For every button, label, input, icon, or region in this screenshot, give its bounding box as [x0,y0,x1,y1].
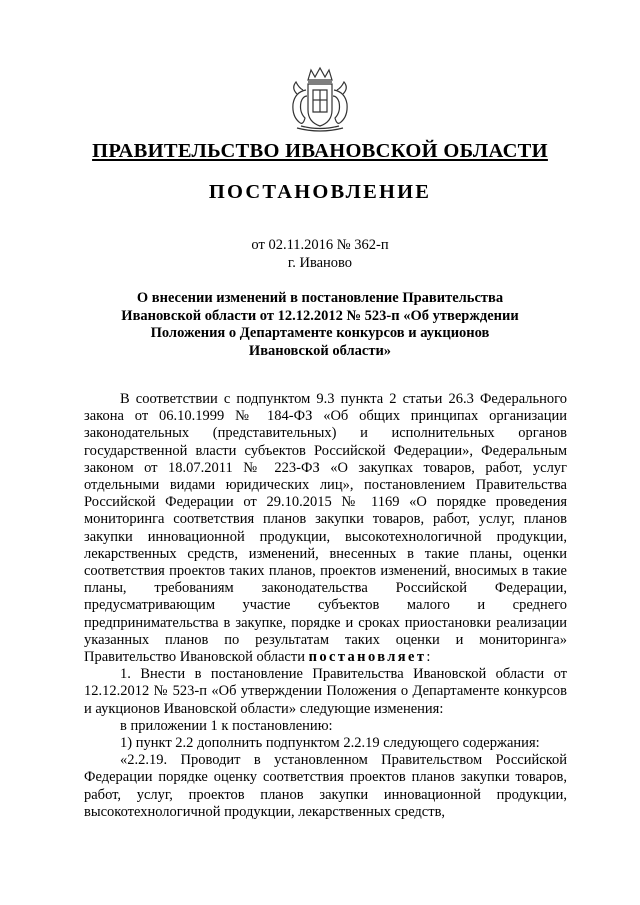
subject-line: Положения о Департаменте конкурсов и аукционов [150,325,490,341]
item-1-paragraph: 1. Внести в постановление Правительства Ивановской области от 12.12.2012 № 523-п «Об утверждении Положения о Департаменте конкурсов и аукционов Ивановской области» следующие изменения: [84,666,567,717]
document-type: ПОСТАНОВЛЕНИЕ [208,181,432,203]
government-title: ПРАВИТЕЛЬСТВО ИВАНОВСКОЙ ОБЛАСТИ [92,140,548,162]
coat-of-arms-icon [287,66,353,134]
document-subject [100,290,540,360]
document-body [84,391,567,821]
document-date-number: от 02.11.2016 № 362-п [251,237,389,253]
subject-line: Ивановской области от 12.12.2012 № 523-п «Об утверждении [121,307,519,324]
decree-word: постановляет [308,649,427,666]
subitem-1-paragraph: 1) пункт 2.2 дополнить подпунктом 2.2.19 следующего содержания: [120,735,540,752]
appendix-paragraph: в приложении 1 к постановлению: [120,717,333,734]
document-city: г. Иваново [287,255,353,271]
subject-line: О внесении изменений в постановление Правительства [136,290,504,306]
subject-line: Ивановской области» [248,342,392,359]
preamble-text: В соответствии с подпунктом 9.3 пункта 2 статьи 26.3 Федерального закона от 06.10.1999 № 184-ФЗ «Об общих принципах организации законодательных (представительных) и исполнительных органов государственной власти субъектов Российской Федерации», Федеральным законом от 18.07.2011 № 223-ФЗ «О закупках товаров, работ, услуг отдельными видами юридических лиц», постановлением Правительства Российской Федерации от 29.10.2015 № 1169 «О порядке проведения мониторинга соответствия планов закупки товаров, работ, услуг, планов закупки инновационной продукции, высокотехнологичной продукции, лекарственных средств, изменений, внесенных в такие планы, оценки соответствия проектов таких планов, проектов изменений, вносимых в такие планы, требованиям законодательства Российской Федерации, предусматривающим участие субъектов малого и среднего предпринимательства в закупке, порядке и сроках приостановки реализации указанных планов по результатам таких оценки и мониторинга» Правительство Ивановской области [84,391,567,666]
quote-paragraph: «2.2.19. Проводит в установленном Правительством Российской Федерации порядке оценку соответствия проектов планов закупки товаров, работ, услуг, проектов планов закупки инновационной продукции, высокотехнологичной продукции, лекарственных средств, [84,752,567,820]
preamble-paragraph [84,391,567,666]
decree-colon: : [426,649,431,666]
